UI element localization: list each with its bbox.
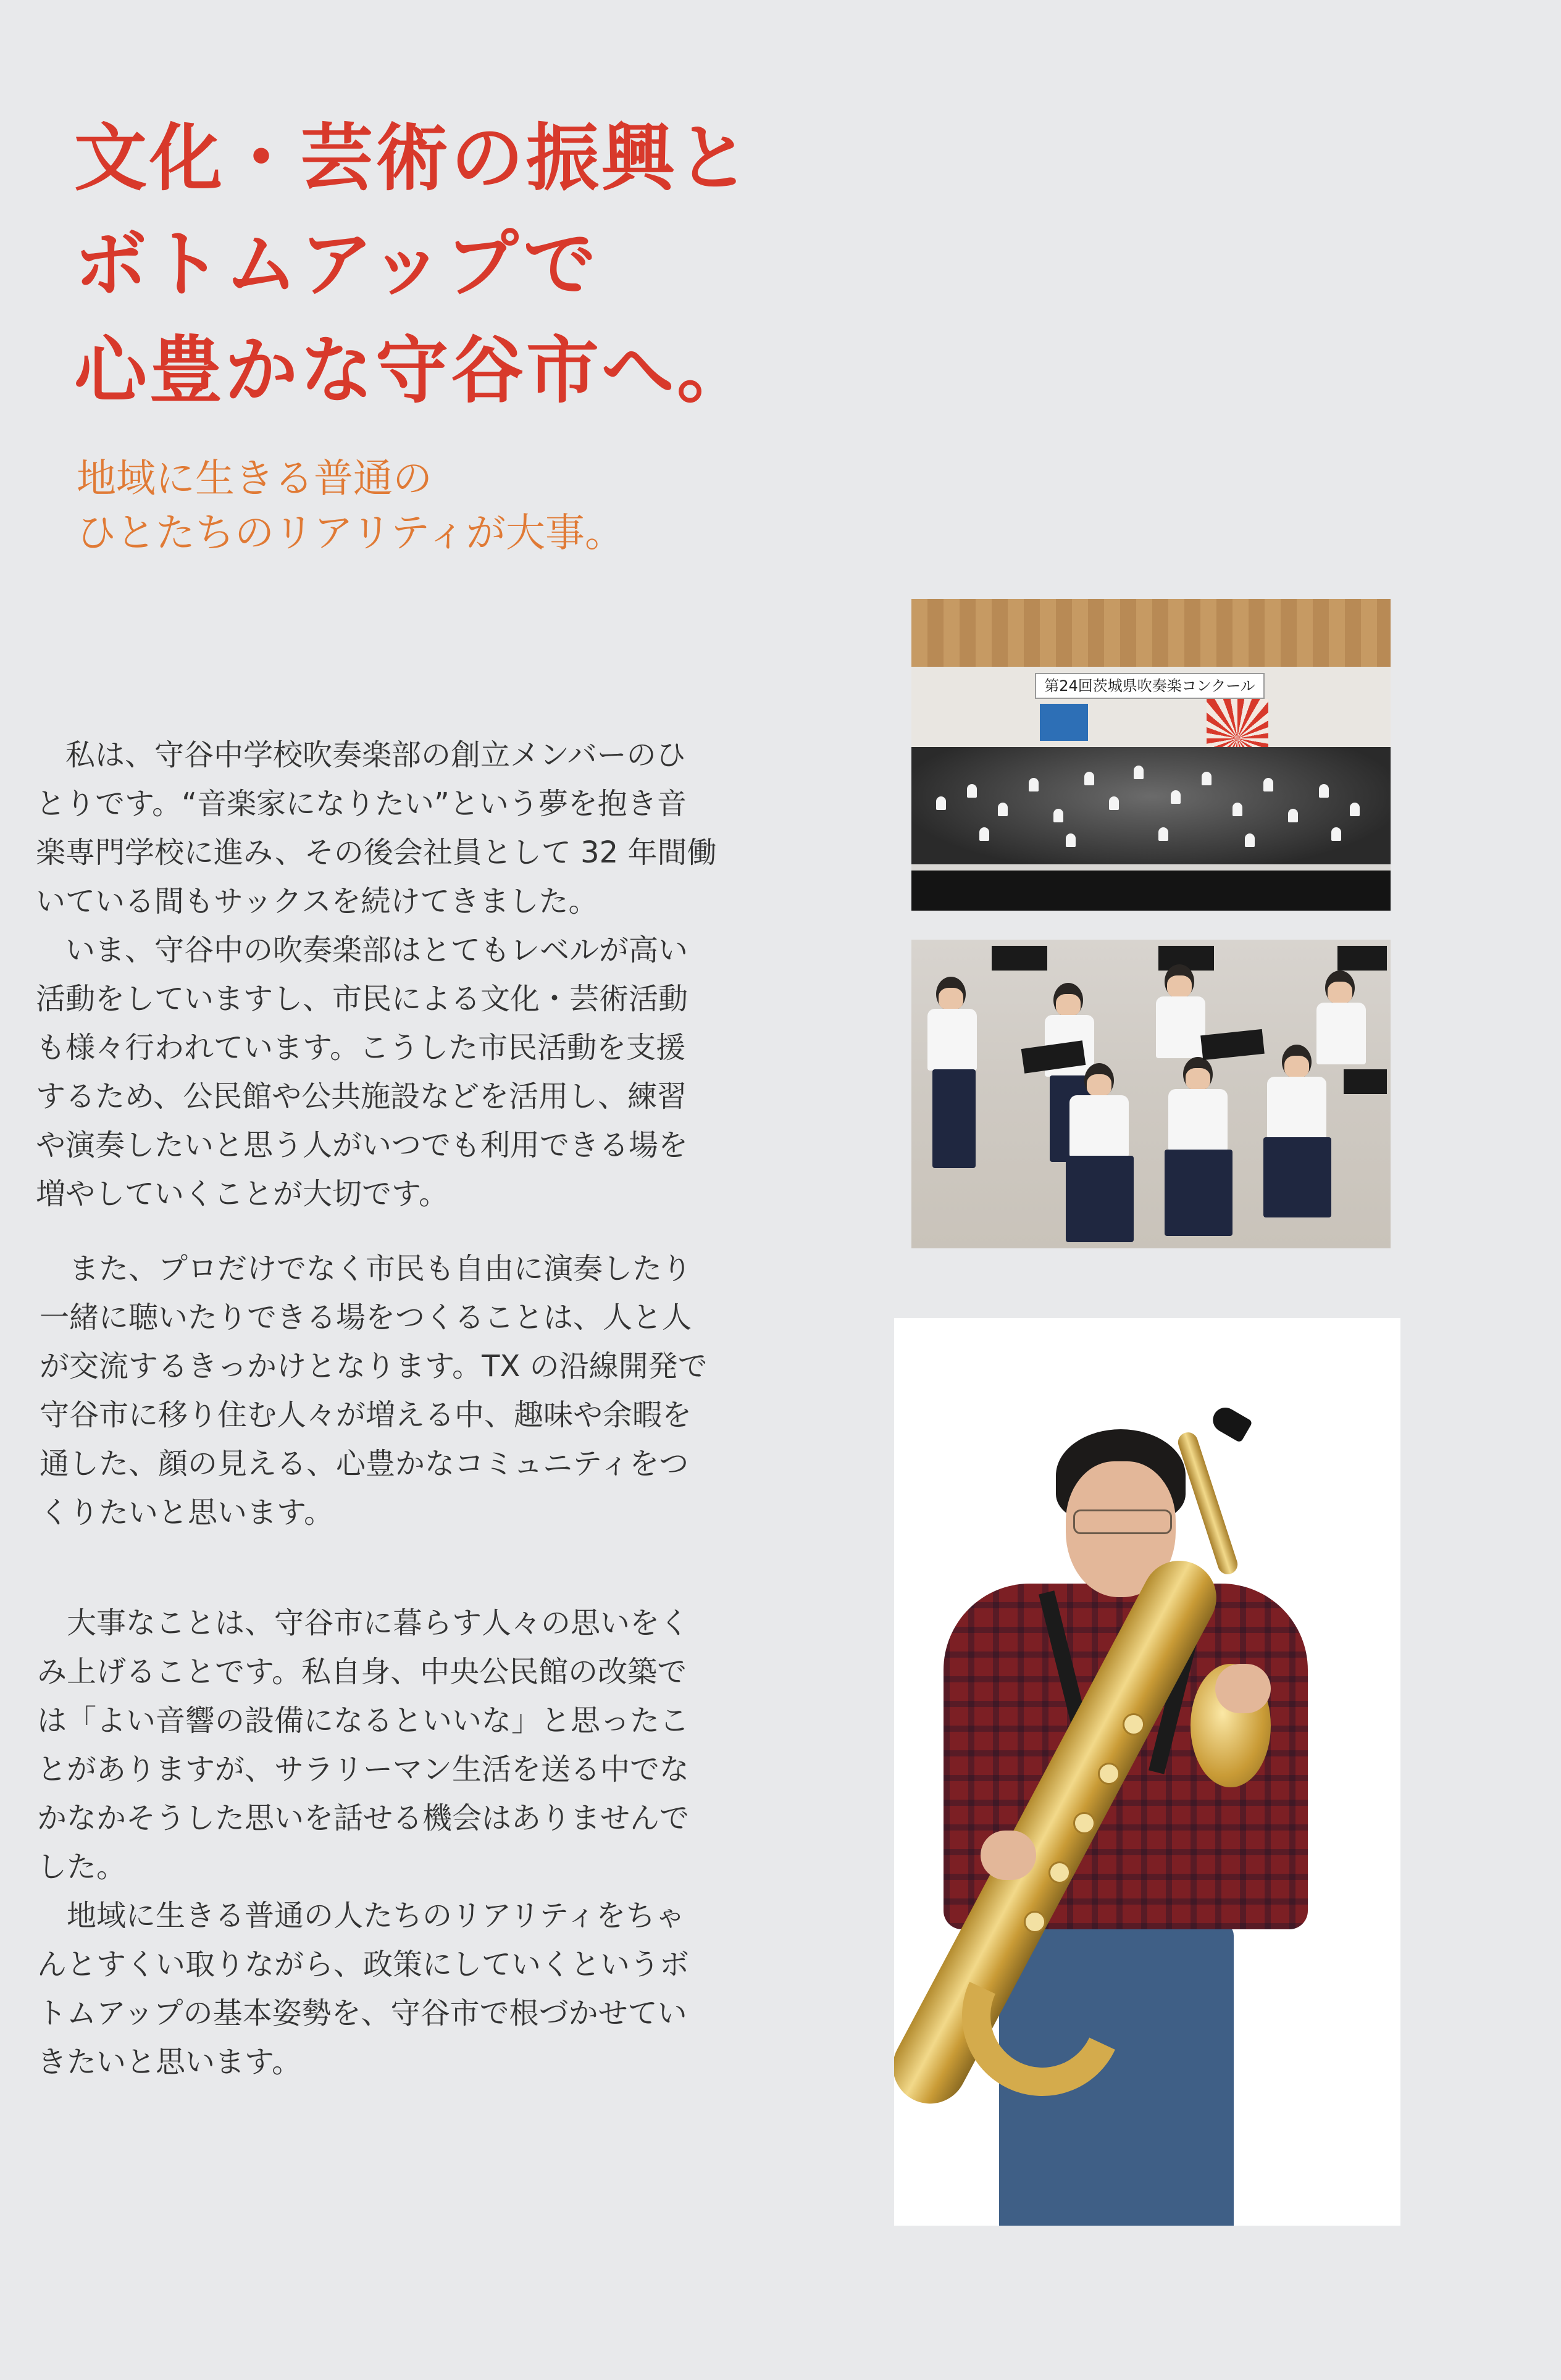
- musician: [998, 803, 1008, 816]
- player-head: [936, 977, 966, 1011]
- sax-key: [1024, 1911, 1046, 1933]
- glasses: [1073, 1509, 1172, 1534]
- body-section-3: [37, 1599, 778, 2087]
- musician: [1029, 778, 1039, 791]
- subheadline-line-1: 地域に生きる普通の: [77, 456, 432, 502]
- player-head: [1282, 1045, 1312, 1079]
- musician: [1350, 803, 1360, 816]
- musician: [1158, 827, 1168, 841]
- body-paragraph: 地域に生きる普通の人たちのリアリティをちゃ んとすくい取りながら、政策にしていくというボ トムアップの基本姿勢を、守谷市で根づかせてい きたいと思います。: [37, 1898, 690, 2079]
- stage: [911, 747, 1391, 871]
- left-hand: [981, 1831, 1036, 1880]
- musician: [967, 784, 977, 798]
- sax-key: [1048, 1861, 1071, 1884]
- musician: [1263, 778, 1273, 791]
- blue-flag: [1040, 704, 1088, 741]
- body-section-2: [40, 1245, 780, 1537]
- body-paragraph: 大事なことは、守谷市に暮らす人々の思いをく み上げることです。私自身、中央公民館の改築で は「よい音響の設備になるといいな」と思ったこ とがありますが、サラリーマン生活を送る中でな かなかそうした思いを話せる機会はありませんで した。: [37, 1606, 690, 1884]
- subheadline-line-2: ひとたちのリアリティが大事。: [77, 511, 625, 556]
- player-head: [1165, 964, 1194, 999]
- player-head: [1084, 1063, 1114, 1098]
- headline: [74, 105, 752, 424]
- musician: [1331, 827, 1341, 841]
- musician: [1109, 796, 1119, 810]
- body-paragraph: 私は、守谷中学校吹奏楽部の創立メンバーのひ とりです。“音楽家になりたい”という夢を抱き音 楽専門学校に進み、その後会社員として 32 年間働 いている間もサックスを続けてきました。: [36, 738, 717, 919]
- musician: [1134, 766, 1144, 779]
- musician: [1245, 833, 1255, 847]
- hall-floor: [911, 871, 1391, 911]
- music-stand: [1344, 1069, 1387, 1094]
- rising-sun-flag: [1207, 699, 1268, 748]
- player-head: [1325, 971, 1355, 1005]
- contest-banner: 第24回茨城県吹奏楽コンクール: [1035, 673, 1265, 699]
- sax-key: [1123, 1713, 1145, 1735]
- sax-key: [1098, 1763, 1120, 1785]
- headline-line-2: ボトムアップで: [74, 222, 599, 307]
- body-paragraph: また、プロだけでなく市民も自由に演奏したり 一緒に聴いたりできる場をつくることは、人と人 が交流するきっかけとなります。TX の沿線開発で 守谷市に移り住む人々が増える中、趣味や余暇を 通した、顔の見える、心豊かなコミュニティをつ くりたいと思います。: [40, 1251, 708, 1530]
- saxophonist-portrait: [894, 1318, 1400, 2226]
- subheadline: [77, 452, 624, 561]
- musician: [979, 827, 989, 841]
- rehearsal-photo: [911, 940, 1391, 1248]
- body-paragraph: いま、守谷中の吹奏楽部はとてもレベルが高い 活動をしていますし、市民による文化・芸術活動 も様々行われています。こうした市民活動を支援 するため、公民館や公共施設などを活用し、練習 や演奏したいと思う人がいつでも利用できる場を 増やしていくことが大切です。: [36, 933, 688, 1211]
- music-stand: [992, 946, 1047, 971]
- hall-ceiling: [911, 599, 1391, 667]
- sax-neck: [1176, 1430, 1241, 1577]
- player-head: [1183, 1057, 1213, 1092]
- musician: [1171, 790, 1181, 804]
- headline-line-1: 文化・芸術の振興と: [74, 115, 753, 201]
- musician: [1066, 833, 1076, 847]
- headline-line-3: 心豊かな守谷市へ。: [74, 328, 753, 413]
- music-stand: [1337, 946, 1387, 971]
- musician: [1319, 784, 1329, 798]
- musician: [1232, 803, 1242, 816]
- sax-key: [1073, 1812, 1095, 1834]
- musician: [1053, 809, 1063, 822]
- right-hand: [1215, 1664, 1271, 1713]
- musician: [1084, 772, 1094, 785]
- player-head: [1053, 983, 1083, 1017]
- concert-photo: [911, 599, 1391, 911]
- body-section-1: [36, 731, 777, 1219]
- musician: [936, 796, 946, 810]
- musician: [1288, 809, 1298, 822]
- musician: [1202, 772, 1212, 785]
- sax-mouthpiece: [1208, 1403, 1253, 1443]
- music-stand: [1200, 1029, 1265, 1060]
